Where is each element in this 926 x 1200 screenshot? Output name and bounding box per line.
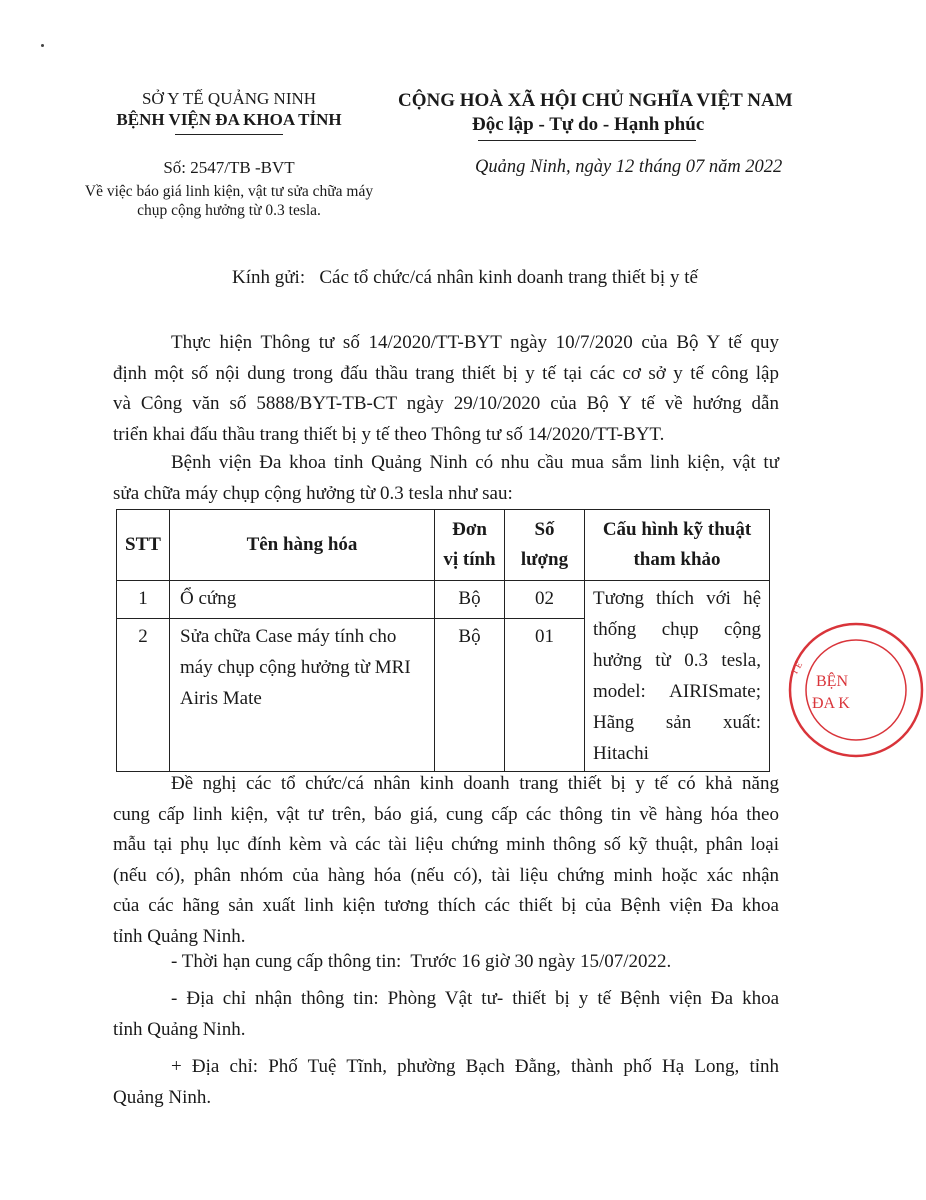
header-item-name: Tên hàng hóa xyxy=(170,510,435,581)
motto-underline xyxy=(478,140,696,141)
item-name-line: Sửa chữa Case máy tính cho xyxy=(180,626,397,648)
nation-motto: Độc lập - Tự do - Hạnh phúc xyxy=(472,114,705,135)
intro-line: và Công văn số 5888/BYT-TB-CT ngày 29/10/2020 của Bộ Y tế về hướng dẫn xyxy=(113,393,779,414)
header-config xyxy=(585,510,770,581)
header-stt: STT xyxy=(117,510,170,581)
request-line: Đề nghị các tổ chức/cá nhân kinh doanh trang thiết bị y tế có khả năng xyxy=(171,773,779,794)
place-date: Quảng Ninh, ngày 12 tháng 07 năm 2022 xyxy=(475,157,783,177)
recipient-line: Kính gửi: Các tổ chức/cá nhân kinh doanh trang thiết bị y tế xyxy=(232,267,698,288)
item-name-line: Airis Mate xyxy=(180,688,262,710)
header-unit-line2: vị tính xyxy=(443,549,496,570)
receive-line: tỉnh Quảng Ninh. xyxy=(113,1018,246,1040)
intro-line: triển khai đấu thầu trang thiết bị y tế theo Thông tư số 14/2020/TT-BYT. xyxy=(113,423,665,445)
config-cell xyxy=(585,581,770,772)
official-stamp xyxy=(786,620,926,760)
request-line: tỉnh Quảng Ninh. xyxy=(113,925,246,947)
row-stt: 2 xyxy=(117,619,170,772)
stamp-text-top: BỆN xyxy=(816,673,848,690)
stamp-rim-text: T Ế xyxy=(789,660,805,677)
address-line: + Địa chỉ: Phố Tuệ Tĩnh, phường Bạch Đằng, thành phố Hạ Long, tỉnh xyxy=(171,1056,779,1077)
org-name-line1: SỞ Y TẾ QUẢNG NINH xyxy=(141,89,317,108)
row-quantity: 01 xyxy=(505,619,585,772)
address-paragraph xyxy=(113,1052,779,1113)
intro-line: Thực hiện Thông tư số 14/2020/TT-BYT ngày 10/7/2020 của Bộ Y tế quy xyxy=(171,332,779,353)
scan-speck xyxy=(41,44,44,47)
request-line: mẫu tại phụ lục đính kèm và các tài liệu chứng minh thông số kỹ thuật, phân loại xyxy=(113,834,779,855)
goods-table xyxy=(116,509,770,772)
deadline-line: - Thời hạn cung cấp thông tin: Trước 16 giờ 30 ngày 15/07/2022. xyxy=(171,951,672,972)
org-underline xyxy=(175,134,283,135)
need-line: sửa chữa máy chụp cộng hưởng từ 0.3 tesla như sau: xyxy=(113,482,513,504)
address-line: Quảng Ninh. xyxy=(113,1086,212,1108)
nation-title: CỘNG HOÀ XÃ HỘI CHỦ NGHĨA VIỆT NAM xyxy=(398,90,793,111)
header-quantity xyxy=(505,510,585,581)
header-unit xyxy=(435,510,505,581)
org-name-line2: BỆNH VIỆN ĐA KHOA TỈNH xyxy=(116,110,342,129)
request-line: (nếu có), phân nhóm của hàng hóa (nếu có), tài liệu chứng minh hoặc xác nhận xyxy=(113,864,779,886)
config-line: Hãng sản xuất: xyxy=(593,712,761,733)
table-row xyxy=(117,581,770,619)
header-qty-line1: Số xyxy=(534,519,555,540)
receive-paragraph xyxy=(113,984,779,1045)
row-quantity: 02 xyxy=(505,581,585,619)
config-line: Hitachi xyxy=(593,743,649,764)
row-stt: 1 xyxy=(117,581,170,619)
need-paragraph xyxy=(113,448,779,509)
config-line: model: AIRISmate; xyxy=(593,681,761,702)
config-line: hưởng từ 0.3 tesla, xyxy=(593,650,761,671)
header-qty-line2: lượng xyxy=(520,549,569,570)
intro-paragraph xyxy=(113,328,779,450)
receive-line: - Địa chỉ nhận thông tin: Phòng Vật tư- thiết bị y tế Bệnh viện Đa khoa xyxy=(171,988,779,1009)
header-config-line2: tham khảo xyxy=(633,549,721,570)
request-paragraph xyxy=(113,769,779,952)
config-line: thống chụp cộng xyxy=(593,619,761,640)
request-line: của các hãng sản xuất linh kiện tương thích các thiết bị của Bệnh viện Đa khoa xyxy=(113,895,779,916)
header-config-line1: Cấu hình kỹ thuật xyxy=(602,519,752,540)
table-header-row xyxy=(117,510,770,581)
request-line: cung cấp linh kiện, vật tư trên, báo giá, cung cấp các thông tin về hàng hóa theo xyxy=(113,803,779,825)
document-number: Số: 2547/TB -BVT xyxy=(163,158,295,177)
need-line: Bệnh viện Đa khoa tỉnh Quảng Ninh có nhu cầu mua sắm linh kiện, vật tư xyxy=(171,452,779,473)
row-item-name: Ổ cứng xyxy=(170,581,435,619)
item-name-line: máy chụp cộng hưởng từ MRI xyxy=(180,657,411,679)
row-unit: Bộ xyxy=(435,619,505,772)
config-line: Tương thích với hệ xyxy=(593,588,761,609)
intro-line: định một số nội dung trong đấu thầu trang thiết bị y tế tại các cơ sở y tế công lập xyxy=(113,362,779,384)
subject-line2: chụp cộng hưởng từ 0.3 tesla. xyxy=(137,202,321,219)
row-unit: Bộ xyxy=(435,581,505,619)
subject-line1: Về việc báo giá linh kiện, vật tư sửa chữa máy xyxy=(84,183,374,200)
header-unit-line1: Đơn xyxy=(452,519,487,540)
stamp-text-bottom: ĐA K xyxy=(812,695,850,712)
row-item-name xyxy=(170,619,435,772)
